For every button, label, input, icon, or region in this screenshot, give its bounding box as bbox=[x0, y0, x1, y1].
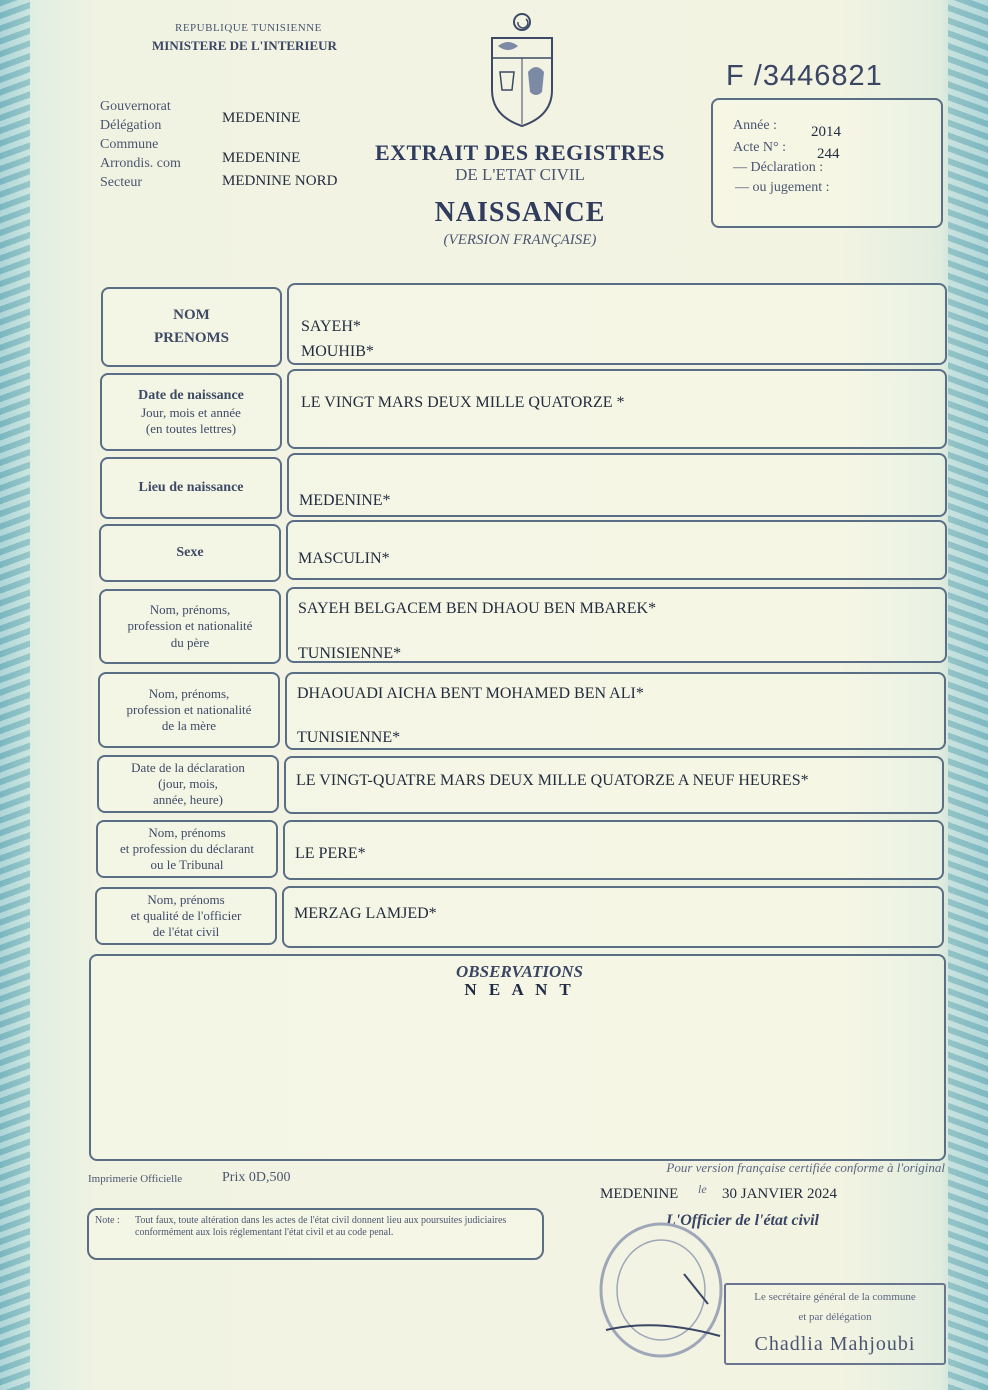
issue-date: 30 JANVIER 2024 bbox=[722, 1186, 837, 1202]
coat-of-arms-emblem bbox=[484, 12, 560, 130]
sexe-value-cell bbox=[286, 520, 947, 580]
version-label: (VERSION FRANÇAISE) bbox=[443, 232, 597, 248]
pere-nationality-value: TUNISIENNE* bbox=[298, 645, 402, 662]
date-naissance-sublabel: Jour, mois et année bbox=[141, 404, 241, 420]
declarant-label-line2: et profession du déclarant bbox=[120, 840, 254, 856]
secteur-label: Secteur bbox=[100, 175, 142, 190]
left-border-pattern bbox=[0, 0, 30, 1390]
gouvernorat-label: Gouvernorat bbox=[100, 99, 171, 114]
imprimerie-label: Imprimerie Officielle bbox=[88, 1173, 183, 1185]
declaration-date-label-line3: année, heure) bbox=[152, 792, 223, 808]
legal-note-label: Note : bbox=[95, 1215, 120, 1226]
mere-value-cell bbox=[285, 672, 946, 750]
republic-label: REPUBLIQUE TUNISIENNE bbox=[175, 22, 322, 34]
nom-prenoms-label-cell bbox=[101, 287, 282, 367]
lieu-naissance-value-cell bbox=[287, 453, 947, 517]
le-label: le bbox=[698, 1182, 707, 1196]
mere-label-cell bbox=[98, 672, 280, 748]
declaration-date-value: LE VINGT-QUATRE MARS DEUX MILLE QUATORZE A NEUF HEURES* bbox=[296, 772, 809, 789]
jugement-label: — ou jugement : bbox=[735, 180, 830, 195]
officer-title: L'Officier de l'état civil bbox=[666, 1212, 819, 1229]
pere-name-value: SAYEH BELGACEM BEN DHAOU BEN MBAREK* bbox=[298, 600, 657, 617]
mere-name-value: DHAOUADI AICHA BENT MOHAMED BEN ALI* bbox=[297, 685, 644, 702]
nom-label: NOM bbox=[173, 307, 210, 324]
observations-value: N E A N T bbox=[464, 980, 575, 999]
commune-label: Commune bbox=[100, 137, 159, 152]
delegation-label: Délégation bbox=[100, 118, 162, 133]
issue-place: MEDENINE bbox=[600, 1186, 679, 1202]
right-border-pattern bbox=[948, 0, 988, 1390]
ministry-label: MINISTERE DE L'INTERIEUR bbox=[152, 38, 337, 53]
officier-value: MERZAG LAMJED* bbox=[294, 905, 437, 922]
declaration-date-label-line1: Date de la déclaration bbox=[131, 759, 245, 775]
officier-label-line3: de l'état civil bbox=[152, 924, 220, 940]
stamp-line2: et par délégation bbox=[798, 1311, 872, 1323]
mere-nationality-value: TUNISIENNE* bbox=[297, 729, 401, 746]
certification-text: Pour version française certifiée conforme à l'original bbox=[666, 1160, 945, 1175]
date-naissance-label: Date de naissance bbox=[138, 388, 244, 403]
annee-label: Année : bbox=[733, 118, 777, 133]
officier-label-line1: Nom, prénoms bbox=[147, 891, 225, 907]
document-subtitle: NAISSANCE bbox=[434, 197, 606, 228]
pere-label-line2: profession et nationalité bbox=[127, 618, 253, 634]
mere-label-line1: Nom, prénoms, bbox=[148, 685, 230, 701]
declaration-value-cell bbox=[284, 756, 944, 814]
observations-box bbox=[89, 954, 946, 1161]
declaration-date-label-line2: (jour, mois, bbox=[158, 775, 218, 791]
declarant-label-line3: ou le Tribunal bbox=[150, 857, 224, 873]
sexe-label-cell bbox=[99, 524, 281, 582]
lieu-naissance-label-cell bbox=[100, 457, 282, 519]
pere-label-line3: du père bbox=[170, 634, 210, 650]
prenoms-label: PRENOMS bbox=[154, 330, 229, 346]
officier-label-line2: et qualité de l'officier bbox=[130, 907, 242, 923]
admin-labels bbox=[100, 97, 181, 192]
stamp-line1: Le secrétaire général de la commune bbox=[754, 1291, 916, 1303]
commune-value: MEDENINE bbox=[222, 150, 301, 166]
mere-label-line3: de la mère bbox=[161, 718, 217, 734]
nom-value: SAYEH* bbox=[301, 318, 361, 335]
pere-label-cell bbox=[99, 589, 281, 664]
price-label: Prix 0D,500 bbox=[222, 1170, 291, 1185]
officier-value-cell bbox=[282, 886, 944, 948]
arrondissement-label: Arrondis. com bbox=[100, 156, 181, 171]
serial-number: F /3446821 bbox=[726, 60, 883, 92]
secteur-value: MEDNINE NORD bbox=[222, 173, 338, 189]
officier-label-cell bbox=[95, 887, 277, 945]
annee-value: 2014 bbox=[811, 124, 841, 140]
declarant-value-cell bbox=[283, 820, 944, 880]
acte-label: Acte N° : bbox=[733, 140, 787, 155]
declaration-label: — Déclaration : bbox=[733, 160, 824, 175]
lieu-naissance-value: MEDENINE* bbox=[299, 492, 391, 509]
prenoms-value: MOUHIB* bbox=[301, 343, 374, 360]
document-title: EXTRAIT DES REGISTRES bbox=[374, 140, 666, 165]
date-naissance-value-cell bbox=[287, 369, 947, 449]
date-naissance-value: LE VINGT MARS DEUX MILLE QUATORZE * bbox=[301, 394, 625, 411]
document-title-line2: DE L'ETAT CIVIL bbox=[455, 165, 585, 184]
observations-title: OBSERVATIONS bbox=[456, 962, 583, 981]
mere-label-line2: profession et nationalité bbox=[126, 701, 252, 717]
legal-note-text: Tout faux, toute altération dans les actes de l'état civil donnent lieu aux poursuites judiciaires conformément aux lois réglementant l'état civil et au code penal. bbox=[135, 1215, 507, 1238]
acte-value: 244 bbox=[817, 146, 840, 162]
declarant-label-line1: Nom, prénoms bbox=[148, 824, 226, 840]
date-naissance-note: (en toutes lettres) bbox=[145, 420, 237, 436]
nom-prenoms-value-cell bbox=[287, 283, 947, 365]
signature-stamp bbox=[724, 1283, 946, 1365]
pere-label-line1: Nom, prénoms, bbox=[149, 602, 231, 618]
sexe-value: MASCULIN* bbox=[298, 550, 390, 567]
stamp-name: Chadlia Mahjoubi bbox=[754, 1333, 916, 1355]
sexe-label: Sexe bbox=[176, 545, 204, 561]
gouvernorat-value: MEDENINE bbox=[222, 110, 301, 126]
declarant-label-cell bbox=[96, 820, 278, 878]
lieu-naissance-label: Lieu de naissance bbox=[138, 480, 244, 496]
declaration-label-cell bbox=[97, 755, 279, 813]
registry-info-box bbox=[711, 98, 943, 228]
pere-value-cell bbox=[286, 587, 947, 663]
date-naissance-label-cell bbox=[100, 373, 282, 451]
legal-note-box bbox=[87, 1208, 544, 1260]
round-official-stamp bbox=[596, 1218, 726, 1363]
declarant-value: LE PERE* bbox=[295, 845, 366, 862]
